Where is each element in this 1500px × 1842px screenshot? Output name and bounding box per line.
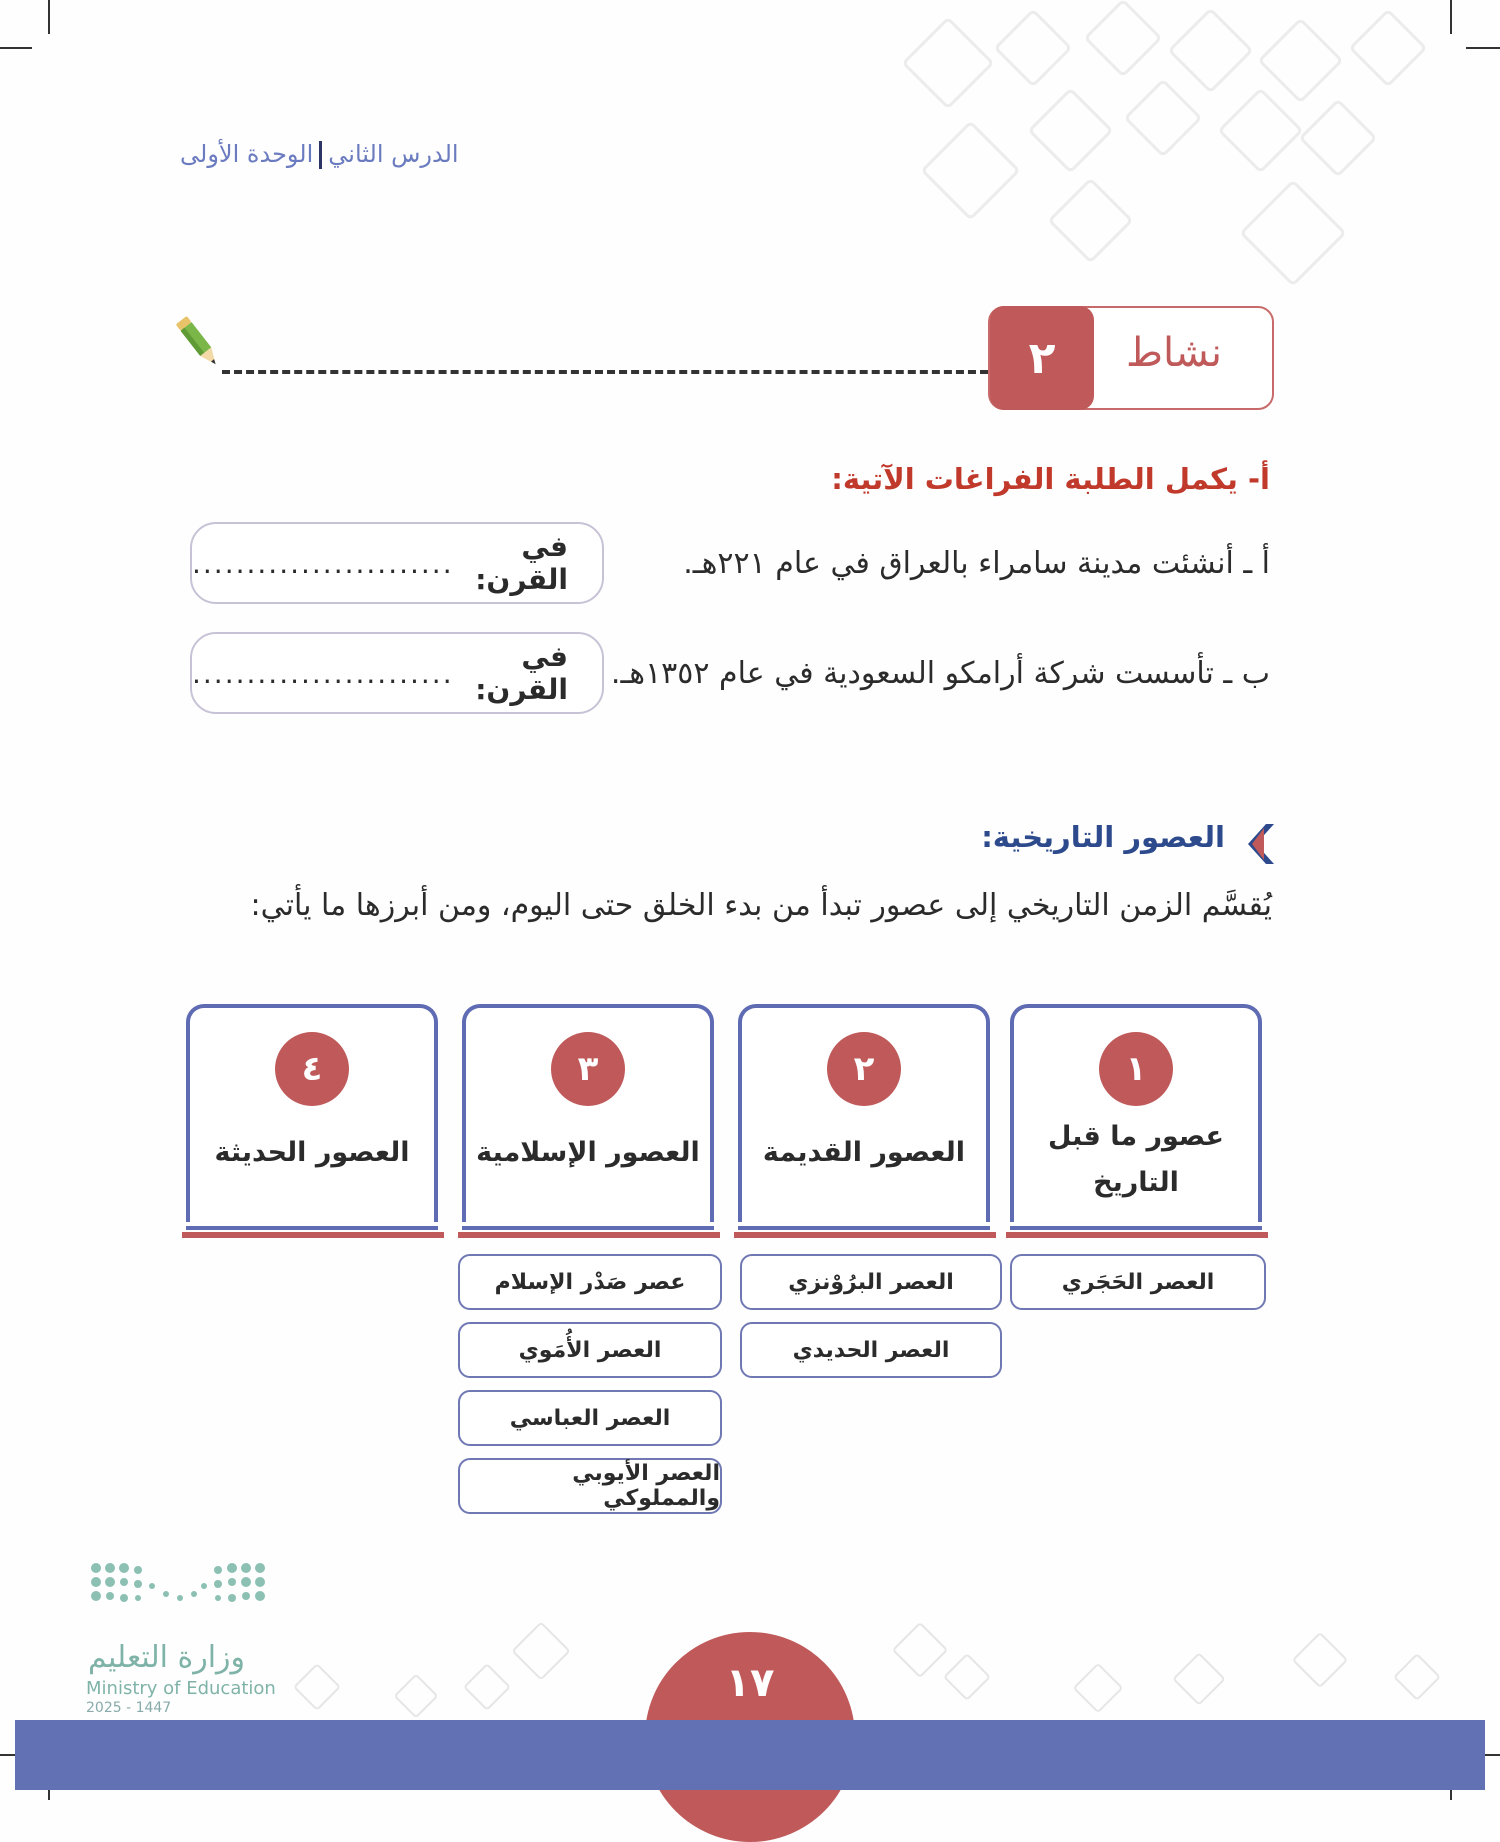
era-number: ٤ <box>275 1032 349 1106</box>
era-number: ١ <box>1099 1032 1173 1106</box>
crop-mark <box>48 0 50 34</box>
activity-dash-line <box>222 370 988 374</box>
ministry-name-en: Ministry of Education <box>86 1678 276 1699</box>
sub-era-item: العصر العباسي <box>458 1390 722 1446</box>
answer-box[interactable] <box>190 632 604 714</box>
era-number: ٢ <box>827 1032 901 1106</box>
question-title: أ- يكمل الطلبة الفراغات الآتية: <box>831 462 1270 496</box>
unit-label: الوحدة الأولى <box>180 140 314 168</box>
section-intro: يُقسَّم الزمن التاريخي إلى عصور تبدأ من بدء الخلق حتى اليوم، ومن أبرزها ما يأتي: <box>250 888 1272 923</box>
page-number: ١٧ <box>725 1660 775 1706</box>
sub-era-item: العصر البرُوْنزي <box>740 1254 1002 1310</box>
header-separator <box>319 141 322 169</box>
unit-lesson-header <box>180 140 459 169</box>
card-bottom-border <box>738 1226 990 1230</box>
answer-label: في القرن: <box>475 640 568 706</box>
era-card-modern <box>186 1004 438 1222</box>
era-divider <box>734 1232 996 1238</box>
question-item-text: ب ـ تأسست شركة أرامكو السعودية في عام ١٣٥٢هـ. <box>610 656 1270 691</box>
ministry-logo-icon <box>88 1560 268 1620</box>
era-title: العصور الإسلامية <box>476 1137 700 1168</box>
era-title-line: التاريخ <box>1093 1167 1179 1198</box>
era-number: ٣ <box>551 1032 625 1106</box>
lesson-label: الدرس الثاني <box>328 140 459 168</box>
answer-blank[interactable]: ........................ <box>192 656 454 690</box>
crop-mark <box>1466 47 1500 49</box>
era-divider <box>182 1232 444 1238</box>
activity-badge <box>988 306 1274 410</box>
pencil-icon <box>170 312 228 374</box>
activity-number: ٢ <box>990 306 1094 410</box>
sub-era-item: العصر الحَجَري <box>1010 1254 1266 1310</box>
card-bottom-border <box>1010 1226 1262 1230</box>
ministry-name-ar: وزارة التعليم <box>88 1640 246 1675</box>
crop-mark <box>1450 0 1452 34</box>
era-card-prehistoric <box>1010 1004 1262 1222</box>
sub-era-item: عصر صَدْر الإسلام <box>458 1254 722 1310</box>
era-title: العصور القديمة <box>762 1137 966 1168</box>
answer-blank[interactable]: ........................ <box>192 546 454 580</box>
question-item-text: أ ـ أنشئت مدينة سامراء بالعراق في عام ٢٢١هـ. <box>683 546 1270 581</box>
era-divider <box>1006 1232 1268 1238</box>
section-title: العصور التاريخية: <box>981 820 1225 854</box>
answer-box[interactable] <box>190 522 604 604</box>
card-bottom-border <box>186 1226 438 1230</box>
section-chevron-icon <box>1244 822 1278 866</box>
sub-era-item: العصر الأيوبي والمملوكي <box>458 1458 722 1514</box>
footer-band <box>15 1720 1485 1790</box>
era-card-islamic <box>462 1004 714 1222</box>
activity-label: نشاط <box>1126 330 1222 376</box>
crop-mark <box>0 47 32 49</box>
edition-year: 2025 - 1447 <box>86 1700 172 1716</box>
sub-era-item: العصر الحديدي <box>740 1322 1002 1378</box>
era-divider <box>458 1232 720 1238</box>
era-title: العصور الحديثة <box>214 1137 410 1168</box>
card-bottom-border <box>462 1226 714 1230</box>
answer-label: في القرن: <box>475 530 568 596</box>
sub-era-item: العصر الأُمَوي <box>458 1322 722 1378</box>
era-title <box>1014 1114 1258 1206</box>
era-title-line: عصور ما قبل <box>1048 1121 1224 1152</box>
era-card-ancient <box>738 1004 990 1222</box>
